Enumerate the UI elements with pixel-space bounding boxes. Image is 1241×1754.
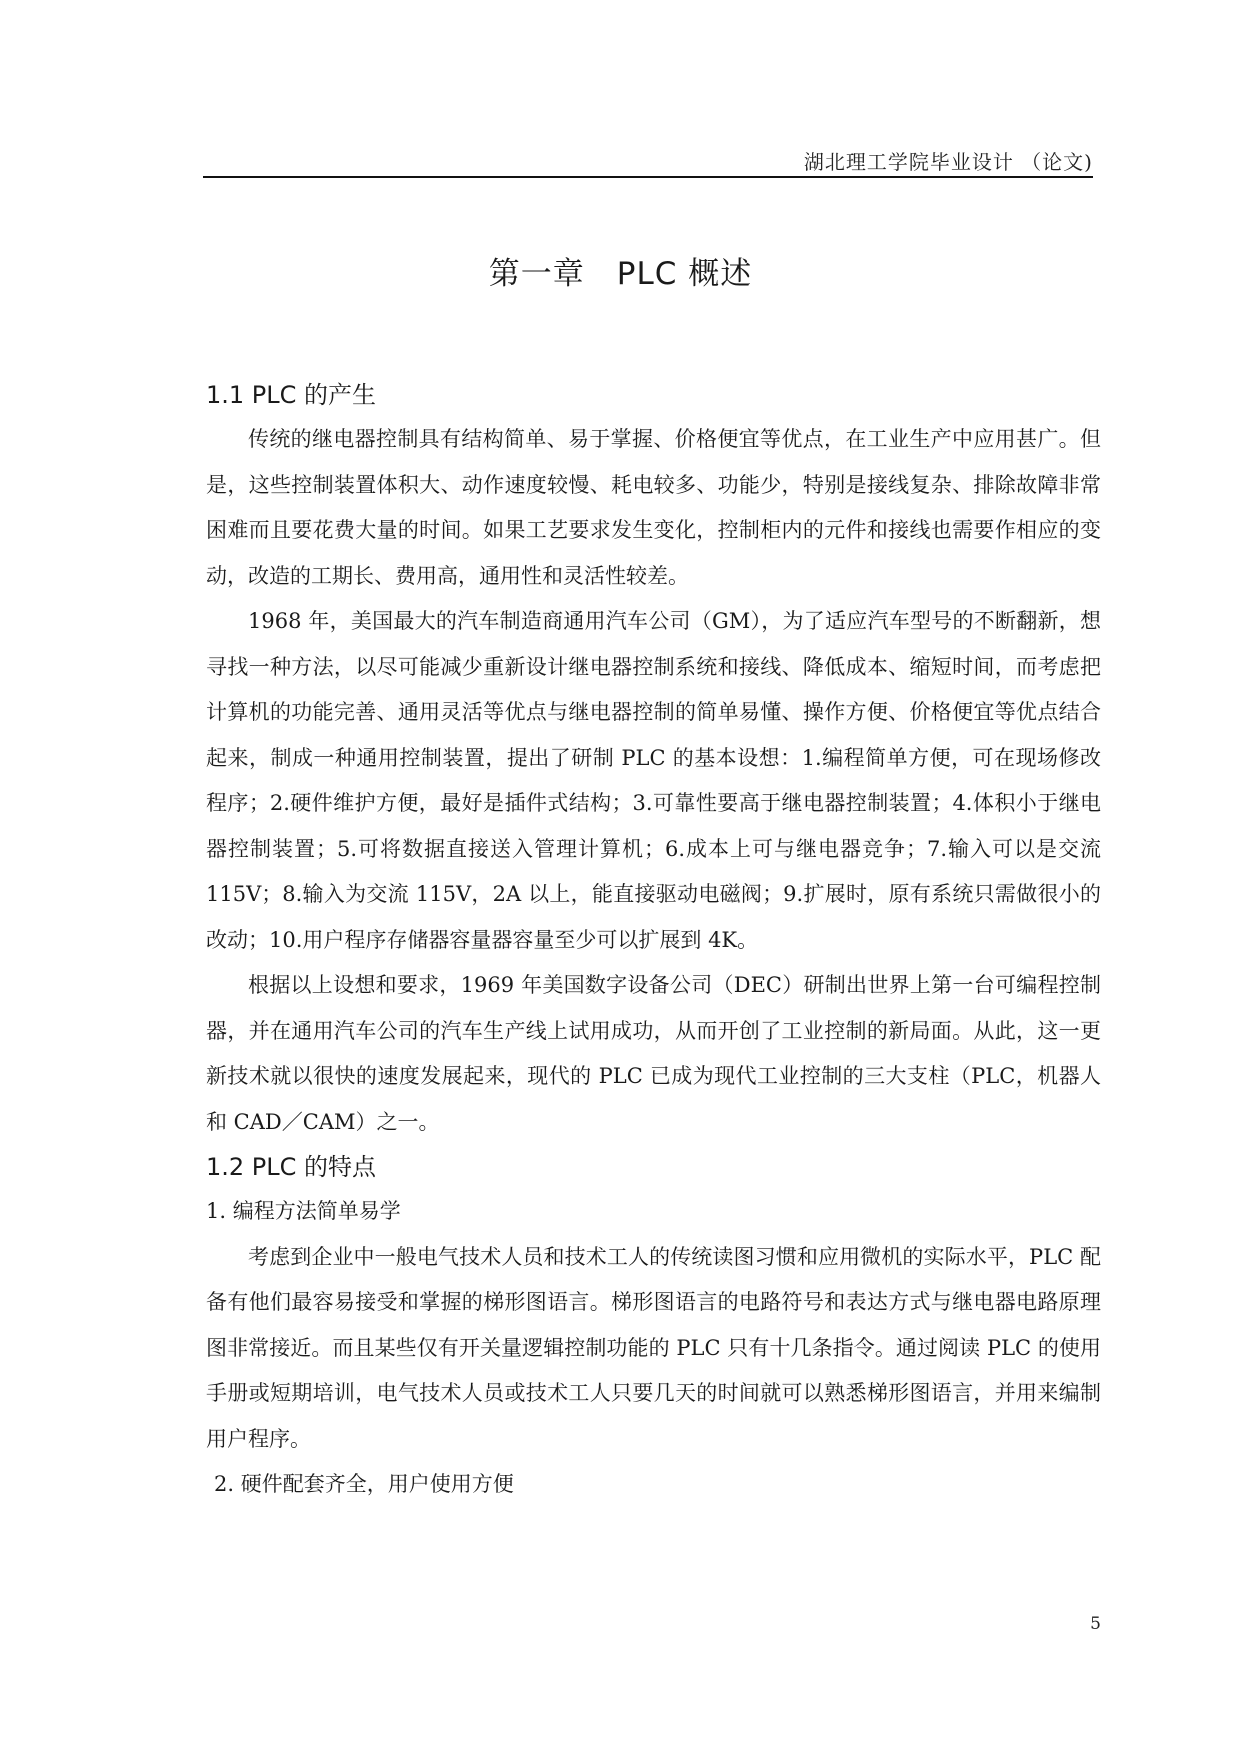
page-number: 5 <box>1090 1614 1101 1634</box>
running-header: 湖北理工学院毕业设计 （论文) <box>803 150 1093 174</box>
section-heading-1-1: 1.1 PLC 的产生 <box>206 381 377 409</box>
subheading-1: 1. 编程方法简单易学 <box>206 1199 401 1223</box>
subheading-2: 2. 硬件配套齐全，用户使用方便 <box>214 1472 514 1496</box>
paragraph-1: 传统的继电器控制具有结构简单、易于掌握、价格便宜等优点，在工业生产中应用甚广。但是，这些控制装置体积大、动作速度较慢、耗电较多、功能少，特别是接线复杂、排除故障非常困难而且要花费大量的时间。如果工艺要求发生变化，控制柜内的元件和接线也需要作相应的变动，改造的工期长、费用高，通用性和灵活性较差。 <box>206 427 1101 588</box>
header-rule <box>203 176 1093 178</box>
page-content <box>206 373 1101 1508</box>
chapter-title: 第一章 PLC 概述 <box>488 256 753 292</box>
paragraph-4: 考虑到企业中一般电气技术人员和技术工人的传统读图习惯和应用微机的实际水平，PLC 配备有他们最容易接受和掌握的梯形图语言。梯形图语言的电路符号和表达方式与继电器电路原理图非常接近。而且某些仅有开关量逻辑控制功能的 PLC 只有十几条指令。通过阅读 PLC 的使用手册或短期培训，电气技术人员或技术工人只要几天的时间就可以熟悉梯形图语言，并用来编制用户程序。 <box>206 1244 1101 1451</box>
paragraph-2: 1968 年，美国最大的汽车制造商通用汽车公司（GM），为了适应汽车型号的不断翻新，想寻找一种方法，以尽可能减少重新设计继电器控制系统和接线、降低成本、缩短时间，而考虑把计算机的功能完善、通用灵活等优点与继电器控制的简单易懂、操作方便、价格便宜等优点结合起来，制成一种通用控制装置，提出了研制 PLC 的基本设想：1.编程简单方便，可在现场修改程序；2.硬件维护方便，最好是插件式结构；3.可靠性要高于继电器控制装置；4.体积小于继电器控制装置；5.可将数据直接送入管理计算机；6.成本上可与继电器竞争；7.输入可以是交流 115V；8.输入为交流 115V，2A 以上，能直接驱动电磁阀；9.扩展时，原有系统只需做很小的改动；10.用户程序存储器容量器容量至少可以扩展到 4K。 <box>206 609 1101 952</box>
paragraph-3: 根据以上设想和要求，1969 年美国数字设备公司（DEC）研制出世界上第一台可编程控制器，并在通用汽车公司的汽车生产线上试用成功，从而开创了工业控制的新局面。从此，这一更新技术就以很快的速度发展起来，现代的 PLC 已成为现代工业控制的三大支柱（PLC，机器人和 CAD／CAM）之一。 <box>206 973 1101 1134</box>
section-heading-1-2: 1.2 PLC 的特点 <box>206 1153 377 1181</box>
